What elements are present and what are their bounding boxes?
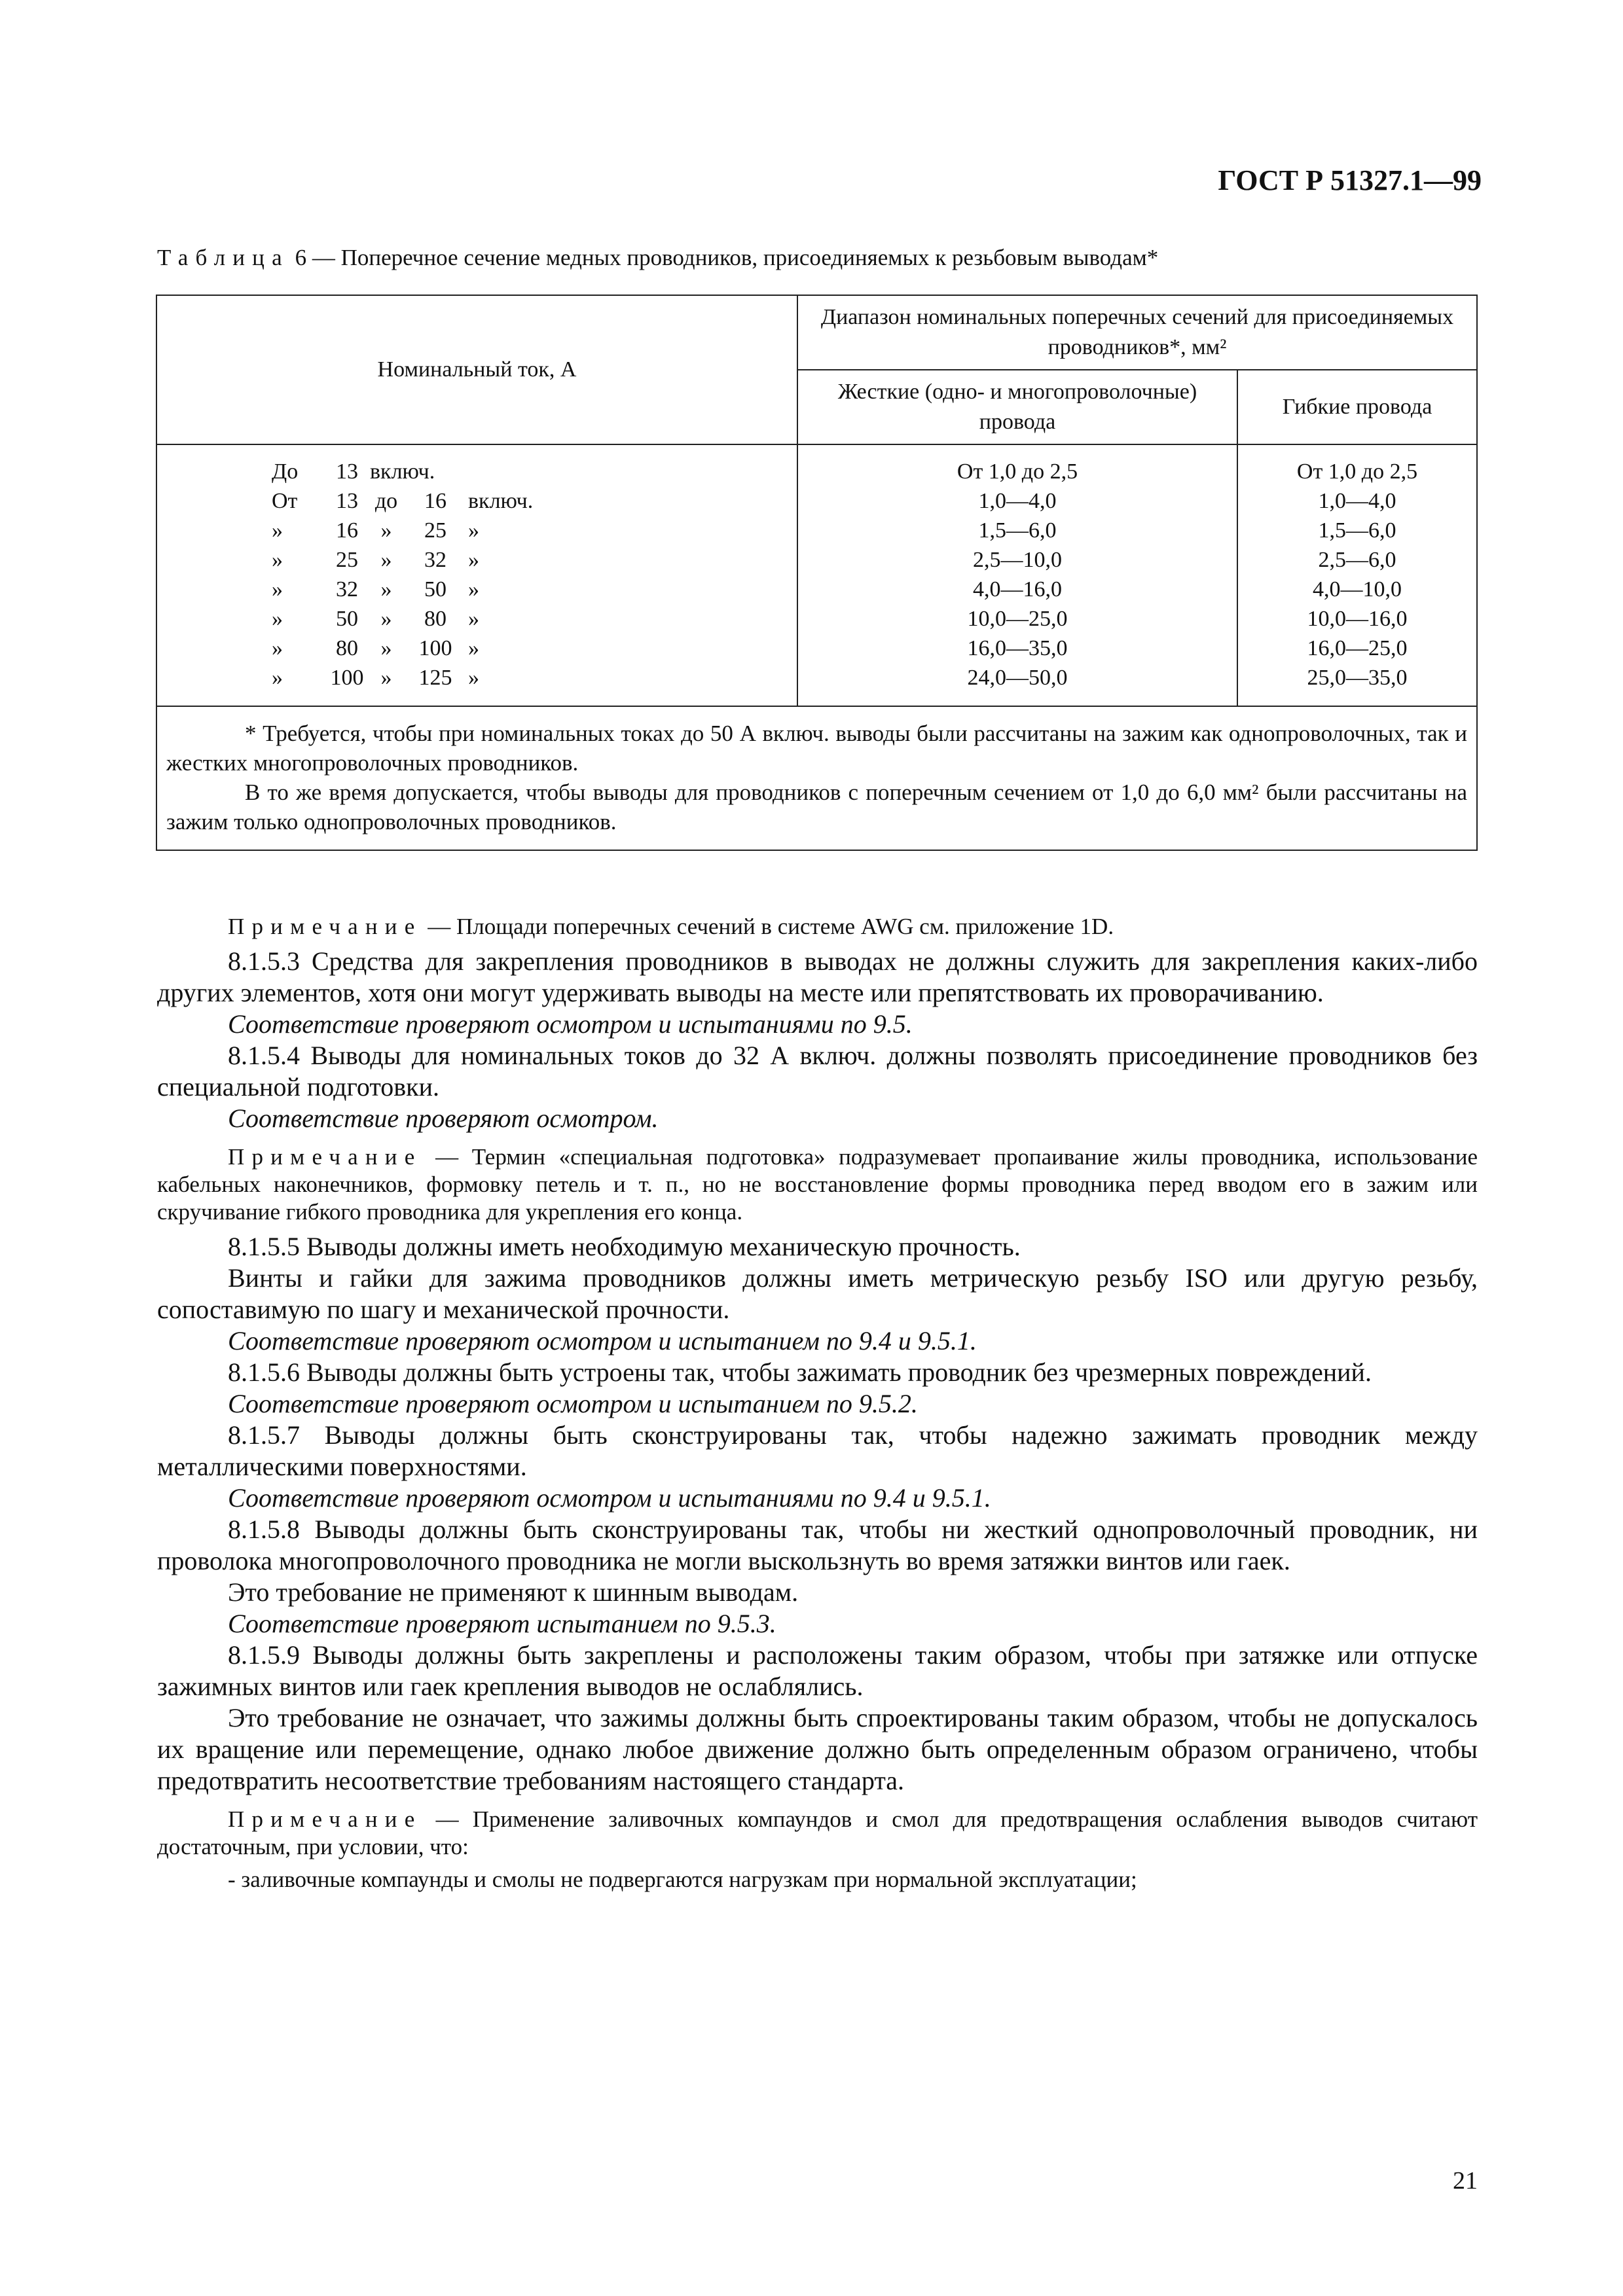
note-label: Примечание	[228, 1806, 422, 1832]
current-range-part: »	[380, 577, 392, 601]
header-rated-current: Номинальный ток, А	[156, 295, 797, 444]
current-range-part: »	[468, 606, 479, 631]
clause-8159-movement: Это требование не означает, что зажимы должны быть спроектированы таким образом, чтобы не допускалось их вращение или перемещение, однако любое движение должно быть определенным образом ограничено, чтобы предотвратить несоответствие требованиям настоящего стандарта.	[157, 1703, 1478, 1795]
clause-8155-screws: Винты и гайки для зажима проводников должны иметь метрическую резьбу ISO или другую резьбу, сопоставимую по шагу и механической прочности.	[157, 1263, 1478, 1324]
current-range-part: 50	[336, 606, 358, 631]
current-range-row	[272, 604, 797, 634]
current-range-part: »	[272, 577, 283, 601]
note-awg	[157, 913, 1478, 941]
current-range-part: до	[374, 488, 398, 513]
current-range-part: »	[272, 636, 283, 660]
clause-8158-busbar: Это требование не применяют к шинным выводам.	[228, 1577, 799, 1607]
current-range-row	[272, 516, 797, 545]
note-label: Примечание	[228, 914, 422, 939]
current-range-part: 25	[336, 547, 358, 572]
rigid-range-value: 10,0—25,0	[967, 606, 1068, 631]
current-range-part: »	[468, 636, 479, 660]
current-range-part	[403, 457, 468, 486]
rigid-range-value: 1,0—4,0	[978, 488, 1057, 513]
note-bullet: - заливочные компаунды и смолы не подвергаются нагрузкам при нормальной эксплуатации;	[228, 1867, 1137, 1892]
header-rigid-conductors: Жесткие (одно- и многопроволочные) провода	[797, 370, 1237, 444]
clause-8157: 8.1.5.7 Выводы должны быть сконструированы так, чтобы надежно зажимать проводник между металлическими поверхностями.	[157, 1420, 1478, 1481]
flexible-range-value: 10,0—16,0	[1307, 606, 1408, 631]
current-range-part: »	[468, 665, 479, 690]
current-range-part: 25	[424, 518, 447, 543]
current-range-part: 125	[418, 665, 452, 690]
current-range-row	[272, 457, 797, 486]
flexible-range-value: 1,5—6,0	[1318, 518, 1396, 543]
current-cell	[156, 444, 797, 706]
current-range-part: »	[272, 665, 283, 690]
clause-8158: 8.1.5.8 Выводы должны быть сконструированы так, чтобы ни жесткий однопроволочный проводник, ни проволока многопроволочного проводника не могли выскользнуть во время затяжки винтов или гаек.	[157, 1515, 1478, 1575]
current-range-row	[272, 545, 797, 575]
rigid-range-value: От 1,0 до 2,5	[957, 459, 1078, 484]
current-range-part: 13	[336, 459, 358, 484]
current-range-part: 50	[424, 577, 447, 601]
current-range-part: 16	[336, 518, 358, 543]
current-range-part: 13	[336, 488, 358, 513]
cross-section-table-block	[156, 295, 1478, 851]
flexible-range-value: 2,5—6,0	[1318, 547, 1396, 572]
footnote-2: В то же время допускается, чтобы выводы для проводников с поперечным сечением от 1,0 до 6,0 мм² были рассчитаны на зажим только однопроволочных проводников.	[166, 779, 1467, 834]
clause-8156: 8.1.5.6 Выводы должны быть устроены так, чтобы зажимать проводник без чрезмерных повреждений.	[228, 1357, 1372, 1387]
current-range-part: »	[380, 636, 392, 660]
note-label: Примечание	[228, 1144, 422, 1170]
rigid-cell	[797, 444, 1237, 706]
current-range-part: 100	[418, 636, 452, 660]
footnote-1: * Требуется, чтобы при номинальных токах до 50 А включ. выводы были рассчитаны на зажим как однопроволочных, так и жестких многопроволочных проводников.	[166, 720, 1467, 776]
current-range-part: От	[272, 488, 298, 513]
flexible-range-value: 25,0—35,0	[1307, 665, 1408, 690]
compliance-8154: Соответствие проверяют осмотром.	[228, 1103, 659, 1133]
flexible-range-value: 16,0—25,0	[1307, 636, 1408, 660]
current-range-part: 16	[424, 488, 447, 513]
compliance-8153: Соответствие проверяют осмотром и испытаниями по 9.5.	[228, 1009, 913, 1039]
flexible-range-value: 1,0—4,0	[1318, 488, 1396, 513]
rigid-range-value: 16,0—35,0	[967, 636, 1068, 660]
note-compounds	[157, 1806, 1478, 1861]
header-flexible-conductors: Гибкие провода	[1237, 370, 1477, 444]
current-range-part: 80	[424, 606, 447, 631]
current-list	[157, 457, 797, 692]
header-section-range: Диапазон номинальных поперечных сечений для присоединяемых проводников*, мм²	[797, 295, 1477, 370]
current-range-part: »	[380, 606, 392, 631]
current-range-part: 32	[424, 547, 447, 572]
current-range-part: »	[468, 577, 479, 601]
current-range-row	[272, 634, 797, 663]
current-range-part: »	[272, 547, 283, 572]
rigid-range-value: 2,5—10,0	[973, 547, 1062, 572]
current-range-part	[468, 457, 560, 486]
compliance-8158: Соответствие проверяют испытанием по 9.5.3.	[228, 1609, 776, 1638]
compliance-8156: Соответствие проверяют осмотром и испытанием по 9.5.2.	[228, 1389, 918, 1418]
body-text	[157, 913, 1478, 1893]
cross-section-table	[156, 295, 1478, 707]
table-caption-label: Таблица	[157, 245, 289, 270]
current-range-part: »	[272, 606, 283, 631]
current-range-part: »	[380, 665, 392, 690]
current-range-part: »	[468, 518, 479, 543]
table-caption-number: 6	[295, 245, 307, 270]
current-range-part: До	[272, 459, 299, 484]
clause-8154: 8.1.5.4 Выводы для номинальных токов до 32 А включ. должны позволять присоединение проводников без специальной подготовки.	[157, 1041, 1478, 1102]
note-text: — Термин «специальная подготовка» подразумевает пропаивание жилы проводника, использование кабельных наконечников, формовку петель и т. п., но не восстановление формы проводника перед вводом его в зажим или скручивание гибкого проводника для укрепления его конца.	[157, 1144, 1478, 1225]
clause-8153: 8.1.5.3 Средства для закрепления проводников в выводах не должны служить для закрепления каких-либо других элементов, хотя они могут удерживать выводы на месте или препятствовать их проворачиванию.	[157, 946, 1478, 1007]
page-number: 21	[1453, 2167, 1478, 2195]
current-range-part: 80	[336, 636, 358, 660]
clause-8155: 8.1.5.5 Выводы должны иметь необходимую механическую прочность.	[228, 1232, 1021, 1261]
rigid-range-value: 24,0—50,0	[967, 665, 1068, 690]
table-footnote	[156, 707, 1478, 851]
current-range-part: »	[380, 547, 392, 572]
note-special-preparation	[157, 1143, 1478, 1226]
current-range-part: 100	[330, 665, 364, 690]
current-range-part: »	[468, 547, 479, 572]
compliance-8155: Соответствие проверяют осмотром и испытанием по 9.4 и 9.5.1.	[228, 1326, 977, 1355]
compliance-8157: Соответствие проверяют осмотром и испытаниями по 9.4 и 9.5.1.	[228, 1483, 991, 1513]
rigid-range-value: 1,5—6,0	[978, 518, 1057, 543]
current-range-row	[272, 486, 797, 516]
current-range-row	[272, 575, 797, 604]
table-caption-text: — Поперечное сечение медных проводников, присоединяемых к резьбовым выводам*	[312, 245, 1159, 270]
clause-8159: 8.1.5.9 Выводы должны быть закреплены и расположены таким образом, чтобы при затяжке или отпуске зажимных винтов или гаек крепления выводов не ослаблялись.	[157, 1640, 1478, 1701]
current-range-part: 32	[336, 577, 358, 601]
document-code: ГОСТ Р 51327.1—99	[1218, 164, 1482, 196]
rigid-values-list	[798, 457, 1237, 692]
current-range-part: »	[272, 518, 283, 543]
note-text: — Применение заливочных компаундов и смол для предотвращения ослабления выводов считают достаточным, при условии, что:	[157, 1806, 1478, 1859]
flexible-range-value: 4,0—10,0	[1313, 577, 1402, 601]
current-range-part: включ.	[370, 459, 435, 484]
current-range-part: »	[380, 518, 392, 543]
current-range-part: включ.	[468, 488, 534, 513]
rigid-range-value: 4,0—16,0	[973, 577, 1062, 601]
flexible-range-value: От 1,0 до 2,5	[1296, 459, 1418, 484]
flexible-cell	[1237, 444, 1477, 706]
flexible-values-list	[1238, 457, 1476, 692]
current-range-row	[272, 663, 797, 692]
note-text: — Площади поперечных сечений в системе AWG см. приложение 1D.	[428, 914, 1114, 939]
table-caption	[157, 245, 1158, 271]
